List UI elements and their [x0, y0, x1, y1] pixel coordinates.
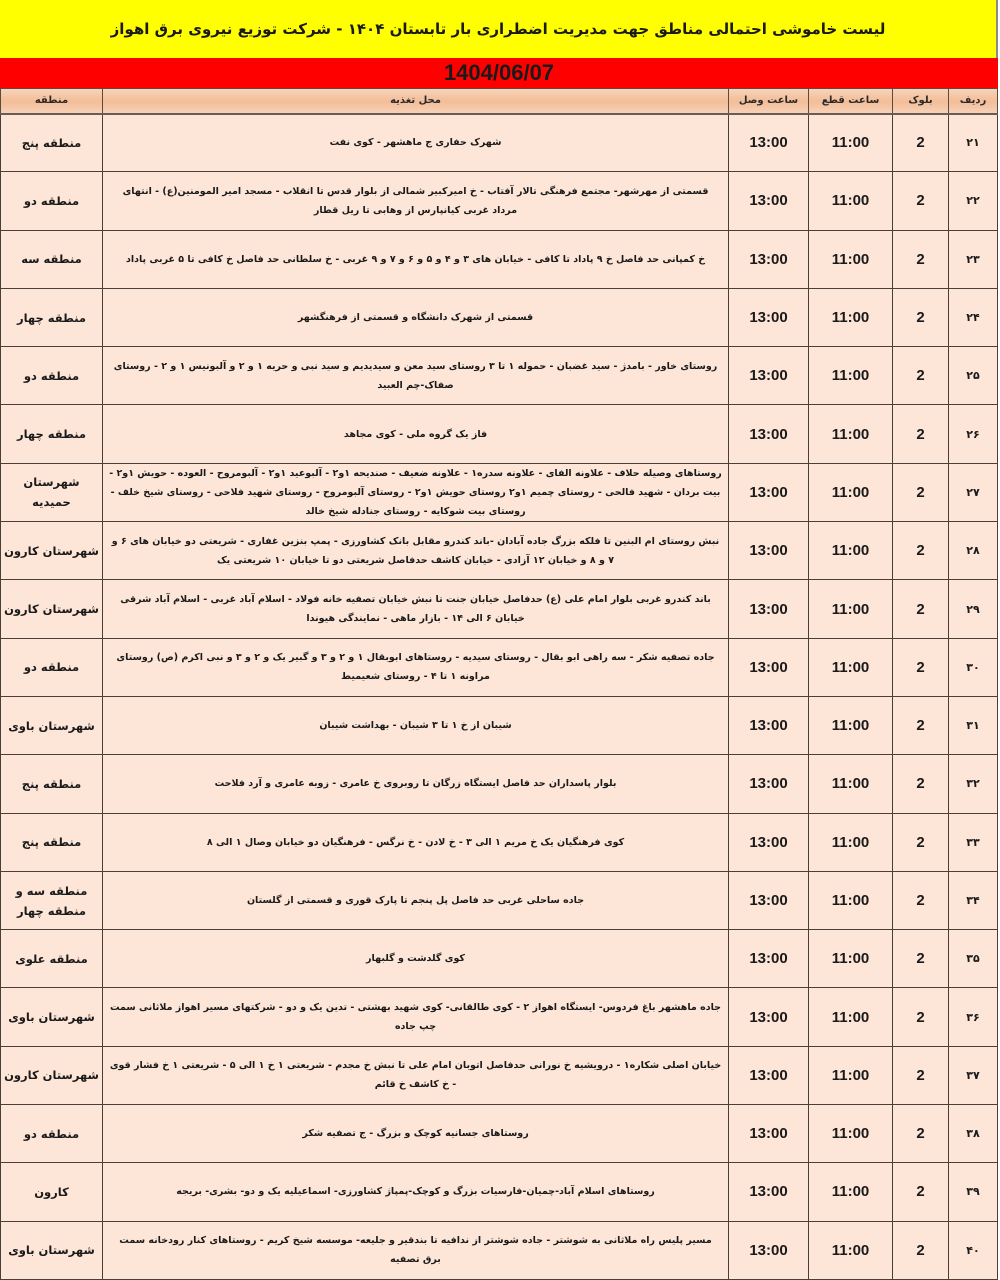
region-cell: منطقه دو	[1, 347, 103, 405]
connect-time-cell: 13:00	[729, 580, 809, 638]
cut-time-cell: 11:00	[809, 755, 893, 813]
col-header-feed-location: محل تغذیه	[103, 89, 729, 114]
connect-time-cell: 13:00	[729, 871, 809, 929]
region-cell: شهرستان باوی	[1, 696, 103, 754]
cut-time-cell: 11:00	[809, 463, 893, 521]
region-cell: منطقه سه	[1, 230, 103, 288]
feed-location-cell: روستاهای جسانیه کوچک و بزرگ - ج تصفیه شکر	[103, 1105, 729, 1163]
block-cell: 2	[893, 288, 949, 346]
row-number-cell: ۲۵	[949, 347, 998, 405]
table-row	[1, 813, 998, 871]
feed-location-cell: روستاهای وصیله حلاف - علاونه الفای - علاونه سدره۱ - علاونه ضعیف - صندیحه ۱و۲ - آلبوعید ۱و۲ - آلبومروح - العوده - حویش ۱و۲ - بیت بردان - شهید فالحی - روستای چمیم ۱و۲ روستای حویش ۱و۲ - روستای آلبومروح - روستای شهید فلاحی - روستای شیخ خلف - روستای بیت شوکایه - روستای جنادله شیخ خالد	[103, 463, 729, 521]
region-cell: منطقه دو	[1, 1105, 103, 1163]
block-cell: 2	[893, 230, 949, 288]
row-number-cell: ۳۵	[949, 930, 998, 988]
row-number-cell: ۳۹	[949, 1163, 998, 1221]
cut-time-cell: 11:00	[809, 288, 893, 346]
row-number-cell: ۳۷	[949, 1046, 998, 1104]
feed-location-cell: کوی گلدشت و گلبهار	[103, 930, 729, 988]
block-cell: 2	[893, 930, 949, 988]
block-cell: 2	[893, 813, 949, 871]
cut-time-cell: 11:00	[809, 405, 893, 463]
region-cell: منطقه سه و منطقه چهار	[1, 871, 103, 929]
table-row	[1, 230, 998, 288]
row-number-cell: ۳۳	[949, 813, 998, 871]
block-cell: 2	[893, 696, 949, 754]
region-cell: منطقه پنج	[1, 813, 103, 871]
col-header-connect-time: ساعت وصل	[729, 89, 809, 114]
row-number-cell: ۳۱	[949, 696, 998, 754]
connect-time-cell: 13:00	[729, 522, 809, 580]
connect-time-cell: 13:00	[729, 1221, 809, 1279]
block-cell: 2	[893, 755, 949, 813]
table-row	[1, 988, 998, 1046]
cut-time-cell: 11:00	[809, 1046, 893, 1104]
feed-location-cell: فاز یک گروه ملی - کوی مجاهد	[103, 405, 729, 463]
block-cell: 2	[893, 1046, 949, 1104]
block-cell: 2	[893, 114, 949, 172]
region-cell: منطقه چهار	[1, 405, 103, 463]
col-header-block: بلوک	[893, 89, 949, 114]
row-number-cell: ۳۸	[949, 1105, 998, 1163]
connect-time-cell: 13:00	[729, 813, 809, 871]
page-title: لیست خاموشی احتمالی مناطق جهت مدیریت اضطراری بار تابستان ۱۴۰۴ - شرکت توزیع نیروی برق اهواز	[110, 20, 886, 38]
feed-location-cell: خ کمپانی حد فاصل خ ۹ پاداد تا کافی - خیابان های ۳ و ۴ و ۵ و ۶ و ۷ و ۹ غربی - خ سلطانی حد فاصل خ کافی تا ۵ غربی پاداد	[103, 230, 729, 288]
block-cell: 2	[893, 1221, 949, 1279]
feed-location-cell: قسمتی از مهرشهر- مجتمع فرهنگی تالار آفتاب - خ امیرکبیر شمالی از بلوار قدس تا انقلاب - مسجد امیر المومنین(ع) - انتهای مرداد غربی کیانپارس از وهابی تا ریل قطار	[103, 172, 729, 230]
cut-time-cell: 11:00	[809, 1105, 893, 1163]
region-cell: شهرستان حمیدیه	[1, 463, 103, 521]
feed-location-cell: جاده ساحلی غربی حد فاصل پل پنجم تا پارک قوری و قسمتی از گلستان	[103, 871, 729, 929]
connect-time-cell: 13:00	[729, 930, 809, 988]
region-cell: شهرستان کارون	[1, 522, 103, 580]
region-cell: شهرستان کارون	[1, 580, 103, 638]
block-cell: 2	[893, 522, 949, 580]
connect-time-cell: 13:00	[729, 1105, 809, 1163]
schedule-date: 1404/06/07	[443, 60, 555, 85]
table-row	[1, 755, 998, 813]
row-number-cell: ۲۷	[949, 463, 998, 521]
outage-table	[0, 88, 998, 1280]
cut-time-cell: 11:00	[809, 114, 893, 172]
feed-location-cell: روستاهای اسلام آباد-چمیان-فارسیات بزرگ و کوچک-پمپاژ کشاورزی- اسماعیلیه یک و دو- بشری- بریجه	[103, 1163, 729, 1221]
feed-location-cell: شیبان از خ ۱ تا ۳ شیبان - بهداشت شیبان	[103, 696, 729, 754]
row-number-cell: ۳۲	[949, 755, 998, 813]
region-cell: شهرستان کارون	[1, 1046, 103, 1104]
table-row	[1, 1046, 998, 1104]
cut-time-cell: 11:00	[809, 871, 893, 929]
table-row	[1, 1163, 998, 1221]
table-row	[1, 930, 998, 988]
table-row	[1, 172, 998, 230]
block-cell: 2	[893, 1163, 949, 1221]
table-row	[1, 638, 998, 696]
cut-time-cell: 11:00	[809, 172, 893, 230]
col-header-region: منطقه	[1, 89, 103, 114]
block-cell: 2	[893, 871, 949, 929]
cut-time-cell: 11:00	[809, 347, 893, 405]
connect-time-cell: 13:00	[729, 696, 809, 754]
region-cell: شهرستان باوی	[1, 1221, 103, 1279]
block-cell: 2	[893, 988, 949, 1046]
cut-time-cell: 11:00	[809, 230, 893, 288]
table-header-row	[1, 89, 998, 114]
connect-time-cell: 13:00	[729, 1046, 809, 1104]
region-cell: منطقه دو	[1, 172, 103, 230]
cut-time-cell: 11:00	[809, 930, 893, 988]
title-banner	[0, 0, 998, 58]
block-cell: 2	[893, 638, 949, 696]
block-cell: 2	[893, 1105, 949, 1163]
region-cell: منطقه علوی	[1, 930, 103, 988]
region-cell: شهرستان باوی	[1, 988, 103, 1046]
connect-time-cell: 13:00	[729, 230, 809, 288]
connect-time-cell: 13:00	[729, 638, 809, 696]
row-number-cell: ۳۰	[949, 638, 998, 696]
row-number-cell: ۲۴	[949, 288, 998, 346]
connect-time-cell: 13:00	[729, 988, 809, 1046]
row-number-cell: ۲۸	[949, 522, 998, 580]
block-cell: 2	[893, 405, 949, 463]
connect-time-cell: 13:00	[729, 172, 809, 230]
region-cell: منطقه دو	[1, 638, 103, 696]
feed-location-cell: خیابان اصلی شکاره۱ - درویشیه خ نورانی حدفاصل اتوبان امام علی تا نبش خ مجدم - شریعتی ۱ خ ۱ الی ۵ - شریعتی ۱ خ فشار قوی - خ کاشف خ قائم	[103, 1046, 729, 1104]
cut-time-cell: 11:00	[809, 696, 893, 754]
feed-location-cell: کوی فرهنگیان یک خ مریم ۱ الی ۳ - خ لادن - خ نرگس - فرهنگیان دو خیابان وصال ۱ الی ۸	[103, 813, 729, 871]
row-number-cell: ۲۱	[949, 114, 998, 172]
region-cell: کارون	[1, 1163, 103, 1221]
cut-time-cell: 11:00	[809, 813, 893, 871]
table-row	[1, 347, 998, 405]
connect-time-cell: 13:00	[729, 405, 809, 463]
table-row	[1, 871, 998, 929]
cut-time-cell: 11:00	[809, 638, 893, 696]
region-cell: منطقه پنج	[1, 755, 103, 813]
block-cell: 2	[893, 347, 949, 405]
table-row	[1, 288, 998, 346]
feed-location-cell: جاده تصفیه شکر - سه راهی ابو بقال - روستای سیدیه - روستاهای ابوبقال ۱ و ۲ و ۳ و گبیر یک و ۲ و ۳ و نبی اکرم (ص) روستای مراونه ۱ تا ۴ - روستای شعیمیط	[103, 638, 729, 696]
feed-location-cell: بلوار پاسداران حد فاصل ایستگاه زرگان تا روبروی خ عامری - زوبه عامری و آرد فلاحت	[103, 755, 729, 813]
block-cell: 2	[893, 580, 949, 638]
table-row	[1, 114, 998, 172]
region-cell: منطقه پنج	[1, 114, 103, 172]
feed-location-cell: روستای خاور - بامدژ - سید غضبان - حموله ۱ تا ۳ روستای سید معن و سیدیدیم و سید نبی و حریه ۱ و ۲ و آلبونیس ۱ و ۲ - روستای صفاک-چم العبید	[103, 347, 729, 405]
table-row	[1, 580, 998, 638]
col-header-cut-time: ساعت قطع	[809, 89, 893, 114]
row-number-cell: ۲۹	[949, 580, 998, 638]
connect-time-cell: 13:00	[729, 114, 809, 172]
feed-location-cell: باند کندرو غربی بلوار امام علی (ع) حدفاصل خیابان جنت تا نبش خیابان تصفیه خانه فولاد - اسلام آباد غربی - اسلام آباد شرقی خیابان ۶ الی ۱۴ - بازار ماهی - نمایندگی هیوندا	[103, 580, 729, 638]
row-number-cell: ۲۳	[949, 230, 998, 288]
table-row	[1, 522, 998, 580]
block-cell: 2	[893, 172, 949, 230]
row-number-cell: ۳۴	[949, 871, 998, 929]
table-row	[1, 1105, 998, 1163]
date-banner	[0, 58, 998, 88]
cut-time-cell: 11:00	[809, 1221, 893, 1279]
table-row	[1, 405, 998, 463]
cut-time-cell: 11:00	[809, 580, 893, 638]
cut-time-cell: 11:00	[809, 988, 893, 1046]
col-header-row-no: ردیف	[949, 89, 998, 114]
row-number-cell: ۴۰	[949, 1221, 998, 1279]
row-number-cell: ۲۲	[949, 172, 998, 230]
connect-time-cell: 13:00	[729, 463, 809, 521]
connect-time-cell: 13:00	[729, 347, 809, 405]
row-number-cell: ۳۶	[949, 988, 998, 1046]
region-cell: منطقه چهار	[1, 288, 103, 346]
feed-location-cell: جاده ماهشهر باغ فردوس- ایستگاه اهواز ۲ - کوی طالقانی- کوی شهید بهشتی - تدین یک و دو - شرکتهای مسیر اهواز ملاثانی سمت چپ جاده	[103, 988, 729, 1046]
cut-time-cell: 11:00	[809, 1163, 893, 1221]
table-row	[1, 696, 998, 754]
feed-location-cell: نبش روستای ام البنین تا فلکه بزرگ جاده آبادان -باند کندرو مقابل بانک کشاورزی - پمپ بنزین غفاری - شریعتی دو خیابان های ۶ و ۷ و ۸ و خیابان ۱۲ آزادی - خیابان کاشف حدفاصل شریعتی دو تا خیابان ۱۰ شریعتی یک	[103, 522, 729, 580]
table-row	[1, 463, 998, 521]
connect-time-cell: 13:00	[729, 288, 809, 346]
block-cell: 2	[893, 463, 949, 521]
cut-time-cell: 11:00	[809, 522, 893, 580]
connect-time-cell: 13:00	[729, 755, 809, 813]
feed-location-cell: شهرک حفاری ج ماهشهر - کوی نفت	[103, 114, 729, 172]
feed-location-cell: قسمتی از شهرک دانشگاه و قسمتی از فرهنگشهر	[103, 288, 729, 346]
table-row	[1, 1221, 998, 1279]
feed-location-cell: مسیر پلیس راه ملاثانی به شوشتر - جاده شوشتر از ندافیه تا بندقیر و جلیعه- موسسه شیخ کریم - روستاهای کنار رودخانه سمت برق تصفیه	[103, 1221, 729, 1279]
row-number-cell: ۲۶	[949, 405, 998, 463]
table-body	[1, 114, 998, 1280]
connect-time-cell: 13:00	[729, 1163, 809, 1221]
